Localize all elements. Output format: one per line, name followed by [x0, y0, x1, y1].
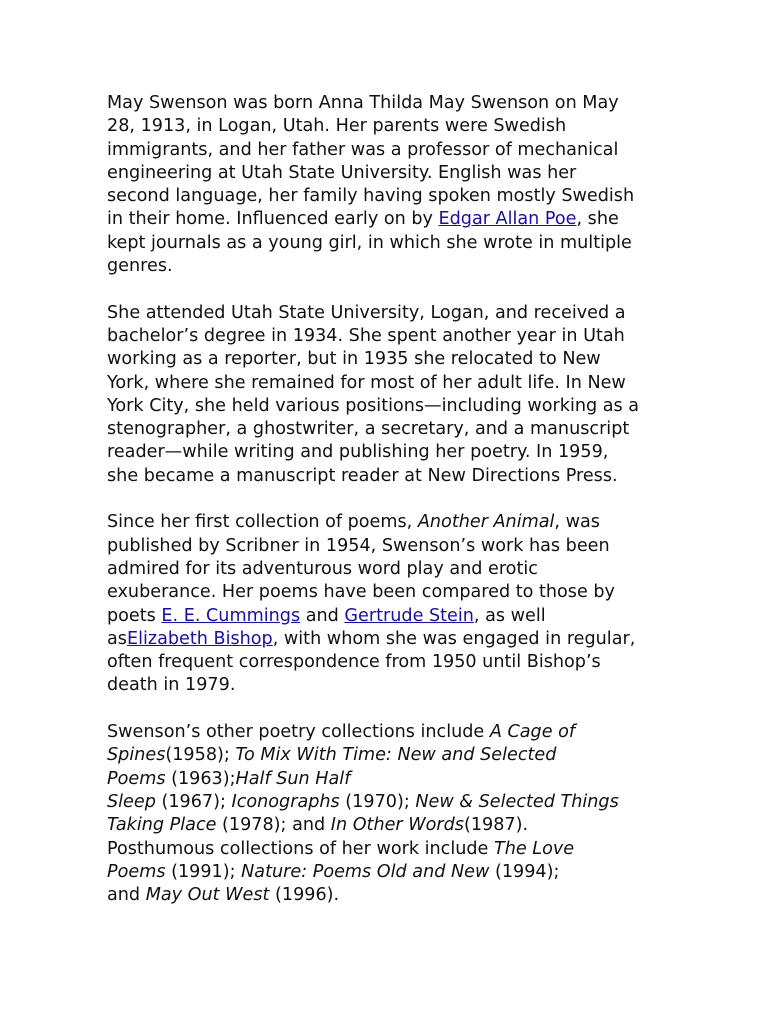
text-run: (1996). [269, 885, 340, 906]
link-edgar-allan-poe[interactable]: Edgar Allan Poe [438, 209, 577, 230]
text-run: and [300, 605, 345, 626]
book-title: New & Selected Things Taking Place [107, 791, 619, 836]
book-title: The Love Poems [107, 838, 575, 882]
link-gertrude-stein[interactable]: Gertrude Stein [344, 605, 474, 626]
text-run: (1963); [165, 768, 236, 789]
text-run: (1987). Posthumous collections of her work include [107, 815, 529, 859]
text-run: She attended Utah State University, Logan, and received a bachelor’s degree in 1934. She spent another year in Utah working as a reporter, but in 1935 she relocated to New York, where she remained for most of her adult life. In New York City, she held various positions—including working as a stenographer, a ghostwriter, a secretary, and a manuscript reader—while writing and publishing her poetry. In 1959, she became a manuscript reader at New Directions Press. [107, 302, 640, 486]
book-title: Iconographs [231, 791, 340, 812]
text-run: Swenson’s other poetry collections include [107, 722, 490, 743]
link-e-e-cummings[interactable]: E. E. Cummings [161, 605, 301, 626]
paragraph-4 [107, 721, 697, 907]
text-run: (1994); and [107, 861, 560, 906]
book-title: To Mix With Time: New and Selected Poems [107, 745, 557, 789]
text-run: , was published by Scribner in 1954, Swenson’s work has been admired for its adventurous word play and erotic exuberance. Her poems have been compared to those by poets [107, 512, 615, 626]
paragraph-2 [107, 302, 697, 488]
book-title: A Cage of Spines [107, 722, 576, 766]
text-run: , she kept journals as a young girl, in which she wrote in multiple genres. [107, 209, 632, 277]
text-run: (1958); [165, 745, 236, 766]
book-title: Another Animal [417, 512, 555, 533]
text-run: (1967); [155, 791, 232, 812]
book-title: In Other Words [330, 815, 464, 836]
text-run: (1978); and [216, 815, 331, 836]
paragraph-3 [107, 511, 697, 697]
text-run: , as well as [107, 605, 546, 649]
text-run: (1970); [339, 791, 416, 812]
document-body [107, 92, 697, 931]
paragraph-1 [107, 92, 697, 278]
book-title: May Out West [145, 885, 270, 906]
text-run: , with whom she was engaged in regular, often frequent correspondence from 1950 until Bishop’s death in 1979. [107, 628, 636, 696]
link-elizabeth-bishop[interactable]: Elizabeth Bishop [126, 628, 273, 649]
book-title: Nature: Poems Old and New [241, 861, 490, 882]
text-run: Since her first collection of poems, [107, 512, 418, 533]
book-title: Half Sun Half Sleep [107, 768, 351, 812]
text-run: May Swenson was born Anna Thilda May Swenson on May 28, 1913, in Logan, Utah. Her parents were Swedish immigrants, and her father was a professor of mechanical engineering at Utah State University. English was her second language, her family having spoken mostly Swedish in their home. Influenced early on by [107, 93, 635, 230]
text-run: (1991); [165, 861, 242, 882]
